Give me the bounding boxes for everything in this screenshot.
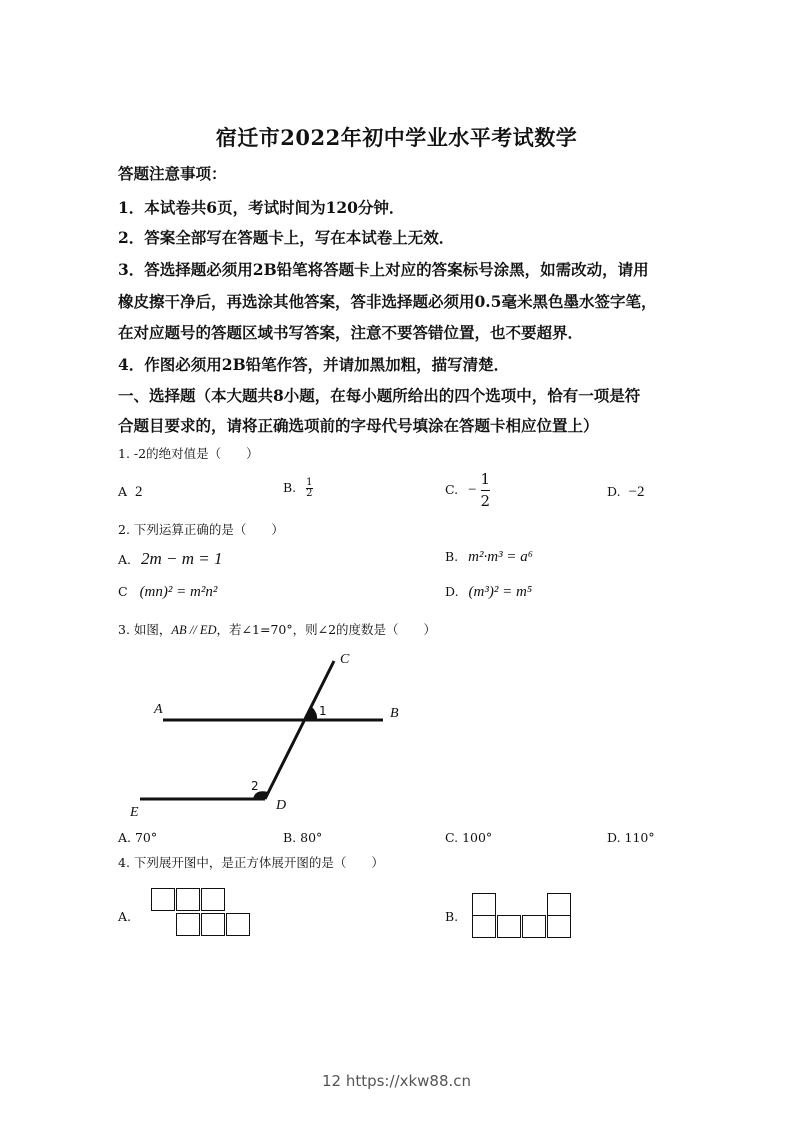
- net-square: [201, 913, 225, 936]
- cube-net-a: [151, 888, 253, 940]
- q1-option-c-label: C.: [445, 482, 459, 497]
- net-square: [472, 915, 496, 938]
- parallel-lines-figure: [120, 645, 420, 825]
- notice-item-3-cont-2: 在对应题号的答题区域书写答案，注意不要答错位置，也不要超界．: [118, 323, 584, 342]
- net-square: [547, 893, 571, 916]
- q3-stem: [118, 620, 436, 638]
- notice-item-3-cont-1: 橡皮擦干净后，再选涂其他答案，答非选择题必须用0.5毫米黑色墨水签字笔，: [118, 292, 657, 311]
- q3-option-c: C. 100°: [445, 830, 493, 845]
- label-angle-2: 2: [251, 779, 259, 793]
- q1-stem: 1. -2的绝对值是（ ）: [118, 446, 259, 461]
- label-c: C: [340, 652, 350, 667]
- q3-option-a: A. 70°: [118, 830, 158, 845]
- net-square: [176, 888, 200, 911]
- q1-option-d-value: −2: [628, 484, 645, 500]
- q1-option-a-value: 2: [135, 484, 143, 500]
- q2-option-c-expr: (mn)² = m²n²: [139, 584, 218, 600]
- q2-stem: 2. 下列运算正确的是（ ）: [118, 522, 284, 537]
- q2-option-b: [445, 549, 533, 566]
- net-square: [522, 915, 546, 938]
- net-square: [472, 893, 496, 916]
- net-square: [547, 915, 571, 938]
- q2-option-a-label: A.: [118, 552, 132, 567]
- q1-option-a-label: A: [118, 484, 128, 499]
- notice-heading: 答题注意事项：: [118, 164, 227, 183]
- label-d: D: [276, 798, 287, 813]
- q3-option-d: D. 110°: [607, 830, 655, 845]
- q2-option-d-expr: (m³)² = m⁵: [468, 584, 533, 600]
- q1-option-c: [445, 472, 490, 509]
- fraction-numerator: 1: [306, 477, 313, 488]
- q1-option-b-label: B.: [283, 480, 297, 495]
- notice-item-2: 2．答案全部写在答题卡上，写在本试卷上无效．: [118, 228, 455, 247]
- q1-option-d: [607, 484, 645, 501]
- q1-option-d-label: D.: [607, 484, 621, 499]
- q2-option-d: [445, 584, 532, 601]
- q2-option-c: [118, 584, 217, 601]
- q3-stem-math: AB // ED: [171, 623, 217, 637]
- q2-option-b-label: B.: [445, 549, 459, 564]
- q2-option-a-expr: 2m − m = 1: [141, 549, 223, 568]
- section-heading-line1: 一、选择题（本大题共8小题，在每小题所给出的四个选项中，恰有一项是符: [118, 386, 641, 405]
- fraction-numerator: 1: [480, 470, 491, 488]
- fraction-denominator: 2: [306, 488, 313, 499]
- q1-option-c-sign: −: [468, 482, 477, 498]
- notice-item-4: 4．作图必须用2B铅笔作答，并请加黑加粗，描写清楚．: [118, 355, 510, 374]
- q2-option-d-label: D.: [445, 584, 459, 599]
- notice-item-1: 1．本试卷共6页，考试时间为120分钟．: [118, 198, 405, 217]
- net-square: [226, 913, 250, 936]
- label-e: E: [130, 805, 139, 820]
- line-cd: [265, 661, 334, 799]
- fraction-bar: [481, 490, 491, 491]
- q4-option-a-label: A.: [118, 909, 132, 924]
- net-square: [176, 913, 200, 936]
- page-title: 宿迁市2022年初中学业水平考试数学: [215, 125, 578, 150]
- cube-net-b: [472, 893, 574, 941]
- net-square: [151, 888, 175, 911]
- notice-item-3: 3．答选择题必须用2B铅笔将答题卡上对应的答案标号涂黑，如需改动，请用: [118, 260, 649, 279]
- section-heading-line2: 合题目要求的，请将正确选项前的字母代号填涂在答题卡相应位置上）: [118, 416, 599, 435]
- page-footer: 12 https://xkw88.cn: [321, 1072, 472, 1090]
- fraction-denominator: 2: [480, 492, 491, 510]
- q1-option-c-fraction: [481, 472, 491, 509]
- q2-option-b-expr: m²·m³ = a⁶: [468, 549, 533, 565]
- q2-option-a: [118, 549, 223, 569]
- label-b: B: [390, 706, 399, 721]
- q4-stem: 4. 下列展开图中，是正方体展开图的是（ ）: [118, 855, 384, 870]
- q3-stem-prefix: 3. 如图，: [118, 622, 172, 637]
- q1-option-a: [118, 484, 143, 501]
- q2-option-c-label: C: [118, 584, 128, 599]
- q4-option-b-label: B.: [445, 909, 459, 924]
- q1-option-b: [283, 478, 313, 499]
- q1-option-b-fraction: [306, 478, 312, 499]
- label-a: A: [154, 702, 163, 717]
- label-angle-1: 1: [319, 704, 327, 718]
- net-square: [201, 888, 225, 911]
- q3-stem-suffix: ，若∠1=70°，则∠2的度数是（ ）: [216, 622, 437, 637]
- net-square: [497, 915, 521, 938]
- q3-option-b: B. 80°: [283, 830, 323, 845]
